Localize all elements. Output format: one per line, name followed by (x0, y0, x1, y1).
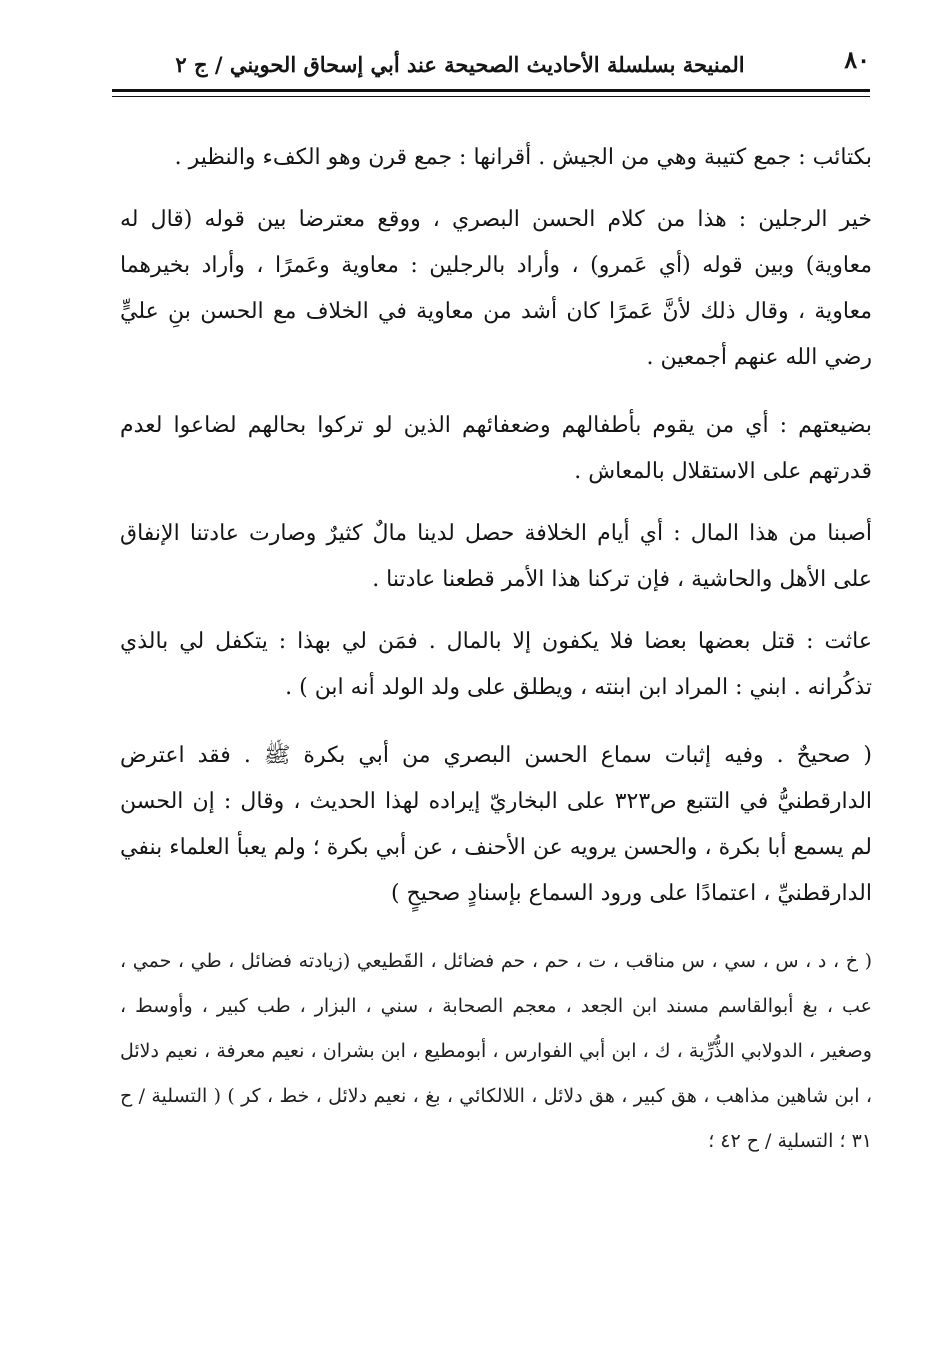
page-header (112, 40, 870, 88)
gloss-paragraph-bidayatihim: بضيعتهم : أي من يقوم بأطفالهم وضعفائهم الذين لو تركوا بحالهم لضاعوا لعدم قدرتهم على الاستقلال بالمعاش . (120, 413, 872, 484)
gloss-paragraph-aathat: عاثت : قتل بعضها بعضا فلا يكفون إلا بالمال . فمَن لي بهذا : يتكفل لي بالذي تذكُرانه . ابني : المراد ابن ابنته ، ويطلق على ولد الولد أنه ابن ) . (120, 629, 872, 700)
page-body (120, 135, 872, 1186)
header-rule-thin (112, 96, 870, 97)
gloss-paragraph-asabna: أصبنا من هذا المال : أي أيام الخلافة حصل لدينا مالٌ كثيرٌ وصارت عادتنا الإنفاق على الأهل والحاشية ، فإن تركنا هذا الأمر قطعنا عادتنا . (120, 521, 872, 592)
gloss-paragraph-kataib: بكتائب : جمع كتيبة وهي من الجيش . أقرانها : جمع قرن وهو الكفء والنظير . (174, 145, 872, 170)
page-number: ٨٠ (844, 45, 870, 74)
header-rule-thick (112, 89, 870, 92)
authenticity-note: ( صحيحٌ . وفيه إثبات سماع الحسن البصري من أبي بكرة ﷺ . فقد اعترض الدارقطنيُّ في التتبع ص٣٢٣ على البخاريّ إيراده لهذا الحديث ، وقال : إن الحسن لم يسمع أبا بكرة ، والحسن يرويه عن الأحنف ، عن أبي بكرة ؛ ولم يعبأ العلماء بنفي الدارقطنيِّ ، اعتمادًا على ورود السماع بإسنادٍ صحيحٍ ) (120, 743, 873, 906)
running-title: المنيحة بسلسلة الأحاديث الصحيحة عند أبي إسحاق الحويني / ج ٢ (175, 52, 745, 77)
source-references: ( خ ، د ، س ، سي ، س مناقب ، ت ، حم ، حم فضائل ، القَطيعي (زيادته فضائل ، طي ، حمي ، عب ، بغ أبوالقاسم مسند ابن الجعد ، معجم الصحابة ، سني ، البزار ، طب كبير ، وأوسط ، وصغير ، الدولابي الذُّرِّية ، ك ، ابن أبي الفوارس ، أبومطيع ، ابن بشران ، نعيم معرفة ، نعيم دلائل ، ابن شاهين مذاهب ، هق كبير ، هق دلائل ، اللالكائي ، بغ ، نعيم دلائل ، خط ، كر ) ( التسلية / ح ٣١ ؛ التسلية / ح ٤٢ ؛ (120, 950, 872, 1152)
gloss-paragraph-khair-alrajulain: خير الرجلين : هذا من كلام الحسن البصري ، ووقع معترضا بين قوله (قال له معاوية) وبين قوله (أي عَمرو) ، وأراد بالرجلين : معاوية وعَمرًا ، وأراد بخيرهما معاوية ، وقال ذلك لأنَّ عَمرًا كان أشد من معاوية في الخلاف مع الحسن بنِ عليٍّ رضي الله عنهم أجمعين . (120, 207, 872, 370)
